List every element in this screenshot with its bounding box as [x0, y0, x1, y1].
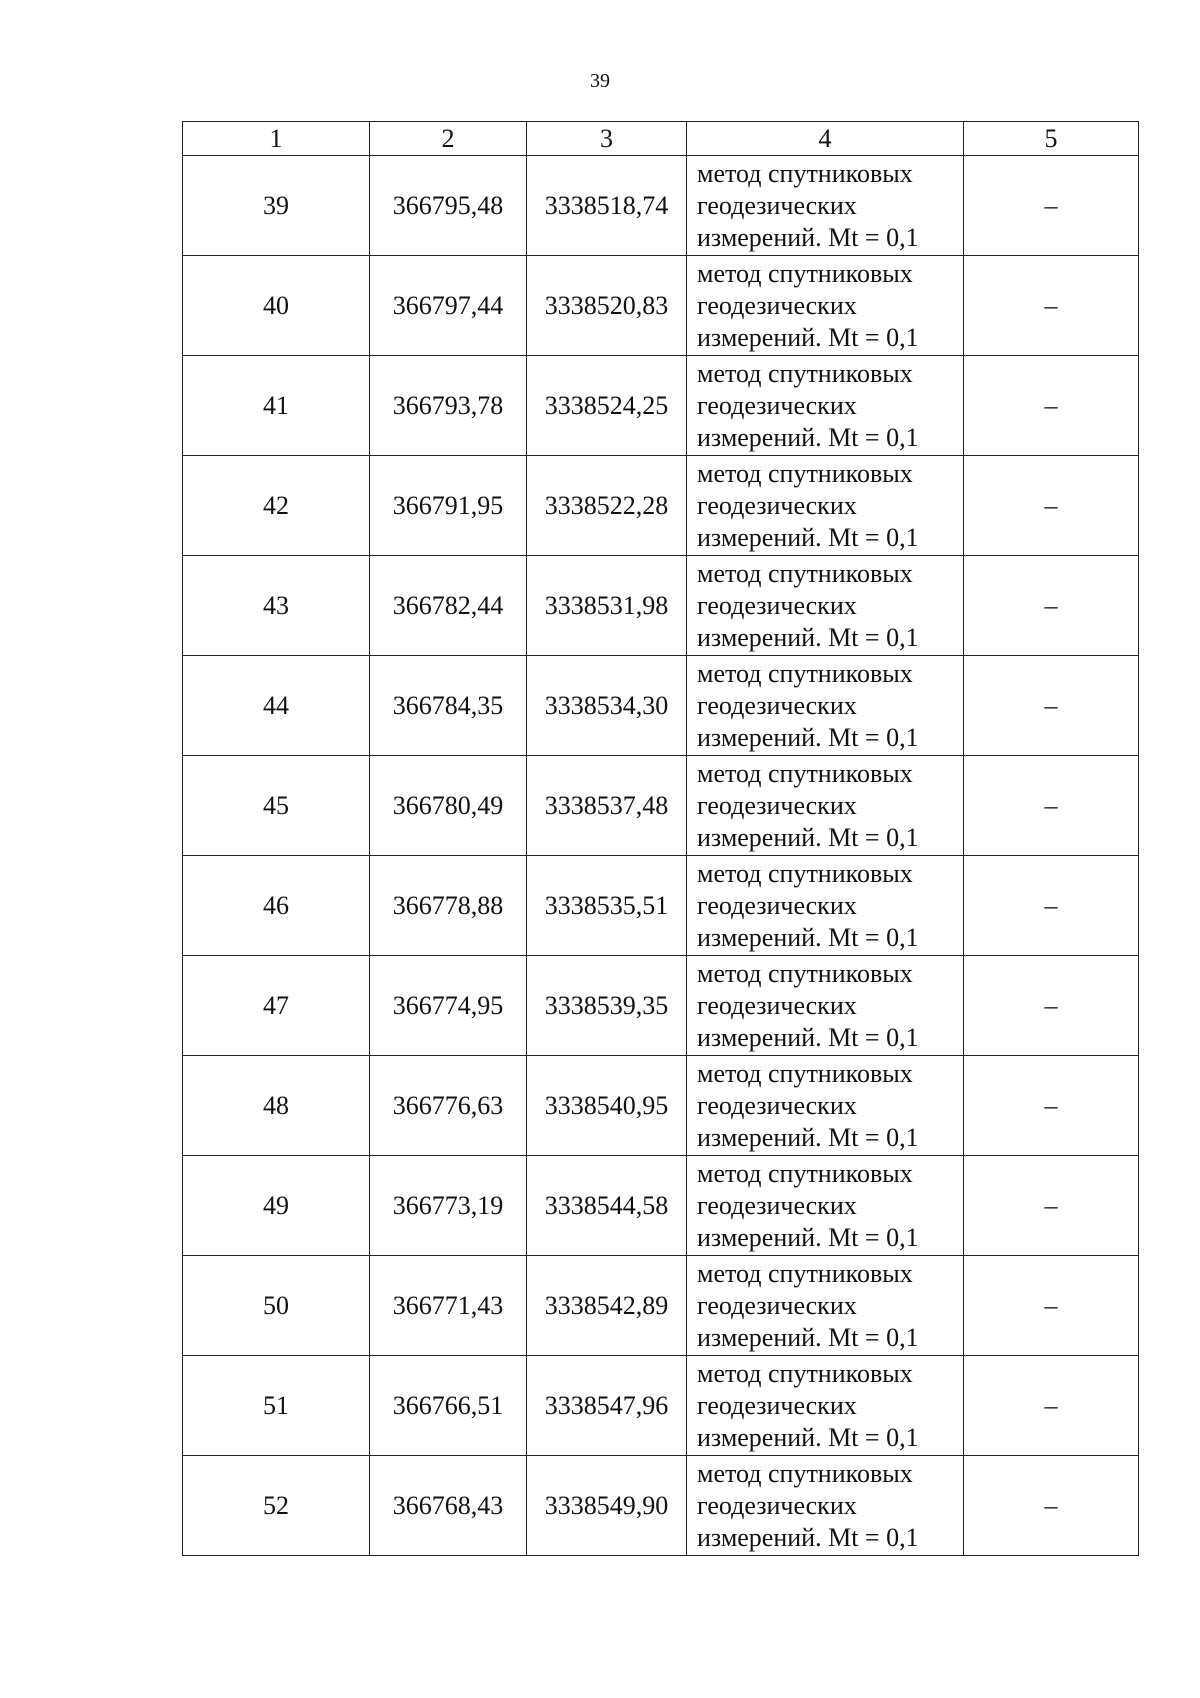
method-text-line: измерений. Mt = 0,1	[697, 1222, 919, 1252]
point-number-cell: 43	[183, 556, 370, 656]
note-cell: –	[964, 256, 1139, 356]
x-coordinate-cell: 366776,63	[370, 1056, 527, 1156]
method-cell	[687, 1056, 964, 1156]
method-text-line: измерений. Mt = 0,1	[697, 722, 919, 752]
x-coordinate-cell: 366766,51	[370, 1356, 527, 1456]
x-coordinate-cell: 366797,44	[370, 256, 527, 356]
method-cell	[687, 656, 964, 756]
coordinates-table	[182, 121, 1139, 1556]
note-cell: –	[964, 856, 1139, 956]
note-cell: –	[964, 556, 1139, 656]
point-number-cell: 45	[183, 756, 370, 856]
table-header	[183, 122, 1139, 156]
header-row	[183, 122, 1139, 156]
point-number-cell: 41	[183, 356, 370, 456]
method-text-line: измерений. Mt = 0,1	[697, 1522, 919, 1552]
method-text-line: геодезических	[697, 690, 857, 720]
x-coordinate-cell: 366771,43	[370, 1256, 527, 1356]
table-row	[183, 1356, 1139, 1456]
point-number-cell: 42	[183, 456, 370, 556]
y-coordinate-cell: 3338540,95	[527, 1056, 687, 1156]
method-cell	[687, 1456, 964, 1556]
point-number-cell: 46	[183, 856, 370, 956]
point-number-cell: 39	[183, 156, 370, 256]
y-coordinate-cell: 3338549,90	[527, 1456, 687, 1556]
note-cell: –	[964, 956, 1139, 1056]
column-header: 4	[687, 122, 964, 156]
method-text-line: геодезических	[697, 990, 857, 1020]
note-cell: –	[964, 456, 1139, 556]
method-text-line: геодезических	[697, 1390, 857, 1420]
method-text-line: метод спутниковых	[697, 1158, 913, 1188]
x-coordinate-cell: 366780,49	[370, 756, 527, 856]
table-row	[183, 556, 1139, 656]
method-text-line: метод спутниковых	[697, 758, 913, 788]
table-row	[183, 956, 1139, 1056]
point-number-cell: 52	[183, 1456, 370, 1556]
note-cell: –	[964, 356, 1139, 456]
table-row	[183, 1456, 1139, 1556]
method-text-line: геодезических	[697, 890, 857, 920]
y-coordinate-cell: 3338547,96	[527, 1356, 687, 1456]
y-coordinate-cell: 3338531,98	[527, 556, 687, 656]
method-text-line: измерений. Mt = 0,1	[697, 1422, 919, 1452]
method-text-line: измерений. Mt = 0,1	[697, 522, 919, 552]
table-row	[183, 456, 1139, 556]
method-cell	[687, 1356, 964, 1456]
method-cell	[687, 1256, 964, 1356]
column-header: 1	[183, 122, 370, 156]
method-cell	[687, 156, 964, 256]
y-coordinate-cell: 3338535,51	[527, 856, 687, 956]
table-row	[183, 256, 1139, 356]
method-cell	[687, 456, 964, 556]
method-text-line: метод спутниковых	[697, 258, 913, 288]
method-text-line: измерений. Mt = 0,1	[697, 622, 919, 652]
method-cell	[687, 256, 964, 356]
method-text-line: геодезических	[697, 1290, 857, 1320]
table-row	[183, 1256, 1139, 1356]
column-header: 3	[527, 122, 687, 156]
point-number-cell: 49	[183, 1156, 370, 1256]
note-cell: –	[964, 756, 1139, 856]
method-text-line: метод спутниковых	[697, 1358, 913, 1388]
y-coordinate-cell: 3338524,25	[527, 356, 687, 456]
method-text-line: геодезических	[697, 790, 857, 820]
x-coordinate-cell: 366795,48	[370, 156, 527, 256]
method-text-line: метод спутниковых	[697, 858, 913, 888]
method-text-line: измерений. Mt = 0,1	[697, 322, 919, 352]
method-text-line: метод спутниковых	[697, 958, 913, 988]
method-cell	[687, 956, 964, 1056]
note-cell: –	[964, 1256, 1139, 1356]
table-row	[183, 1156, 1139, 1256]
note-cell: –	[964, 156, 1139, 256]
column-header: 5	[964, 122, 1139, 156]
method-text-line: метод спутниковых	[697, 1058, 913, 1088]
point-number-cell: 47	[183, 956, 370, 1056]
y-coordinate-cell: 3338534,30	[527, 656, 687, 756]
note-cell: –	[964, 1356, 1139, 1456]
y-coordinate-cell: 3338542,89	[527, 1256, 687, 1356]
method-text-line: метод спутниковых	[697, 158, 913, 188]
point-number-cell: 44	[183, 656, 370, 756]
method-text-line: геодезических	[697, 490, 857, 520]
note-cell: –	[964, 1156, 1139, 1256]
table-row	[183, 356, 1139, 456]
table-body	[183, 156, 1139, 1556]
method-text-line: измерений. Mt = 0,1	[697, 1022, 919, 1052]
table-row	[183, 856, 1139, 956]
method-text-line: метод спутниковых	[697, 558, 913, 588]
method-cell	[687, 1156, 964, 1256]
method-cell	[687, 756, 964, 856]
table-row	[183, 656, 1139, 756]
point-number-cell: 50	[183, 1256, 370, 1356]
method-cell	[687, 856, 964, 956]
point-number-cell: 40	[183, 256, 370, 356]
method-text-line: геодезических	[697, 1090, 857, 1120]
page-number: 39	[590, 70, 610, 92]
method-text-line: геодезических	[697, 290, 857, 320]
method-text-line: измерений. Mt = 0,1	[697, 422, 919, 452]
y-coordinate-cell: 3338539,35	[527, 956, 687, 1056]
x-coordinate-cell: 366782,44	[370, 556, 527, 656]
y-coordinate-cell: 3338518,74	[527, 156, 687, 256]
point-number-cell: 48	[183, 1056, 370, 1156]
x-coordinate-cell: 366784,35	[370, 656, 527, 756]
method-cell	[687, 356, 964, 456]
y-coordinate-cell: 3338537,48	[527, 756, 687, 856]
method-text-line: геодезических	[697, 190, 857, 220]
method-text-line: измерений. Mt = 0,1	[697, 222, 919, 252]
method-text-line: измерений. Mt = 0,1	[697, 1322, 919, 1352]
column-header: 2	[370, 122, 527, 156]
x-coordinate-cell: 366773,19	[370, 1156, 527, 1256]
x-coordinate-cell: 366768,43	[370, 1456, 527, 1556]
x-coordinate-cell: 366793,78	[370, 356, 527, 456]
method-text-line: измерений. Mt = 0,1	[697, 1122, 919, 1152]
method-text-line: геодезических	[697, 390, 857, 420]
y-coordinate-cell: 3338520,83	[527, 256, 687, 356]
table-row	[183, 756, 1139, 856]
method-text-line: метод спутниковых	[697, 358, 913, 388]
x-coordinate-cell: 366774,95	[370, 956, 527, 1056]
method-text-line: метод спутниковых	[697, 1458, 913, 1488]
method-text-line: измерений. Mt = 0,1	[697, 822, 919, 852]
method-text-line: геодезических	[697, 1490, 857, 1520]
method-text-line: измерений. Mt = 0,1	[697, 922, 919, 952]
table-row	[183, 156, 1139, 256]
method-text-line: метод спутниковых	[697, 458, 913, 488]
x-coordinate-cell: 366778,88	[370, 856, 527, 956]
method-text-line: метод спутниковых	[697, 1258, 913, 1288]
table-row	[183, 1056, 1139, 1156]
y-coordinate-cell: 3338522,28	[527, 456, 687, 556]
y-coordinate-cell: 3338544,58	[527, 1156, 687, 1256]
note-cell: –	[964, 656, 1139, 756]
method-text-line: метод спутниковых	[697, 658, 913, 688]
method-text-line: геодезических	[697, 1190, 857, 1220]
method-text-line: геодезических	[697, 590, 857, 620]
note-cell: –	[964, 1456, 1139, 1556]
x-coordinate-cell: 366791,95	[370, 456, 527, 556]
point-number-cell: 51	[183, 1356, 370, 1456]
method-cell	[687, 556, 964, 656]
note-cell: –	[964, 1056, 1139, 1156]
